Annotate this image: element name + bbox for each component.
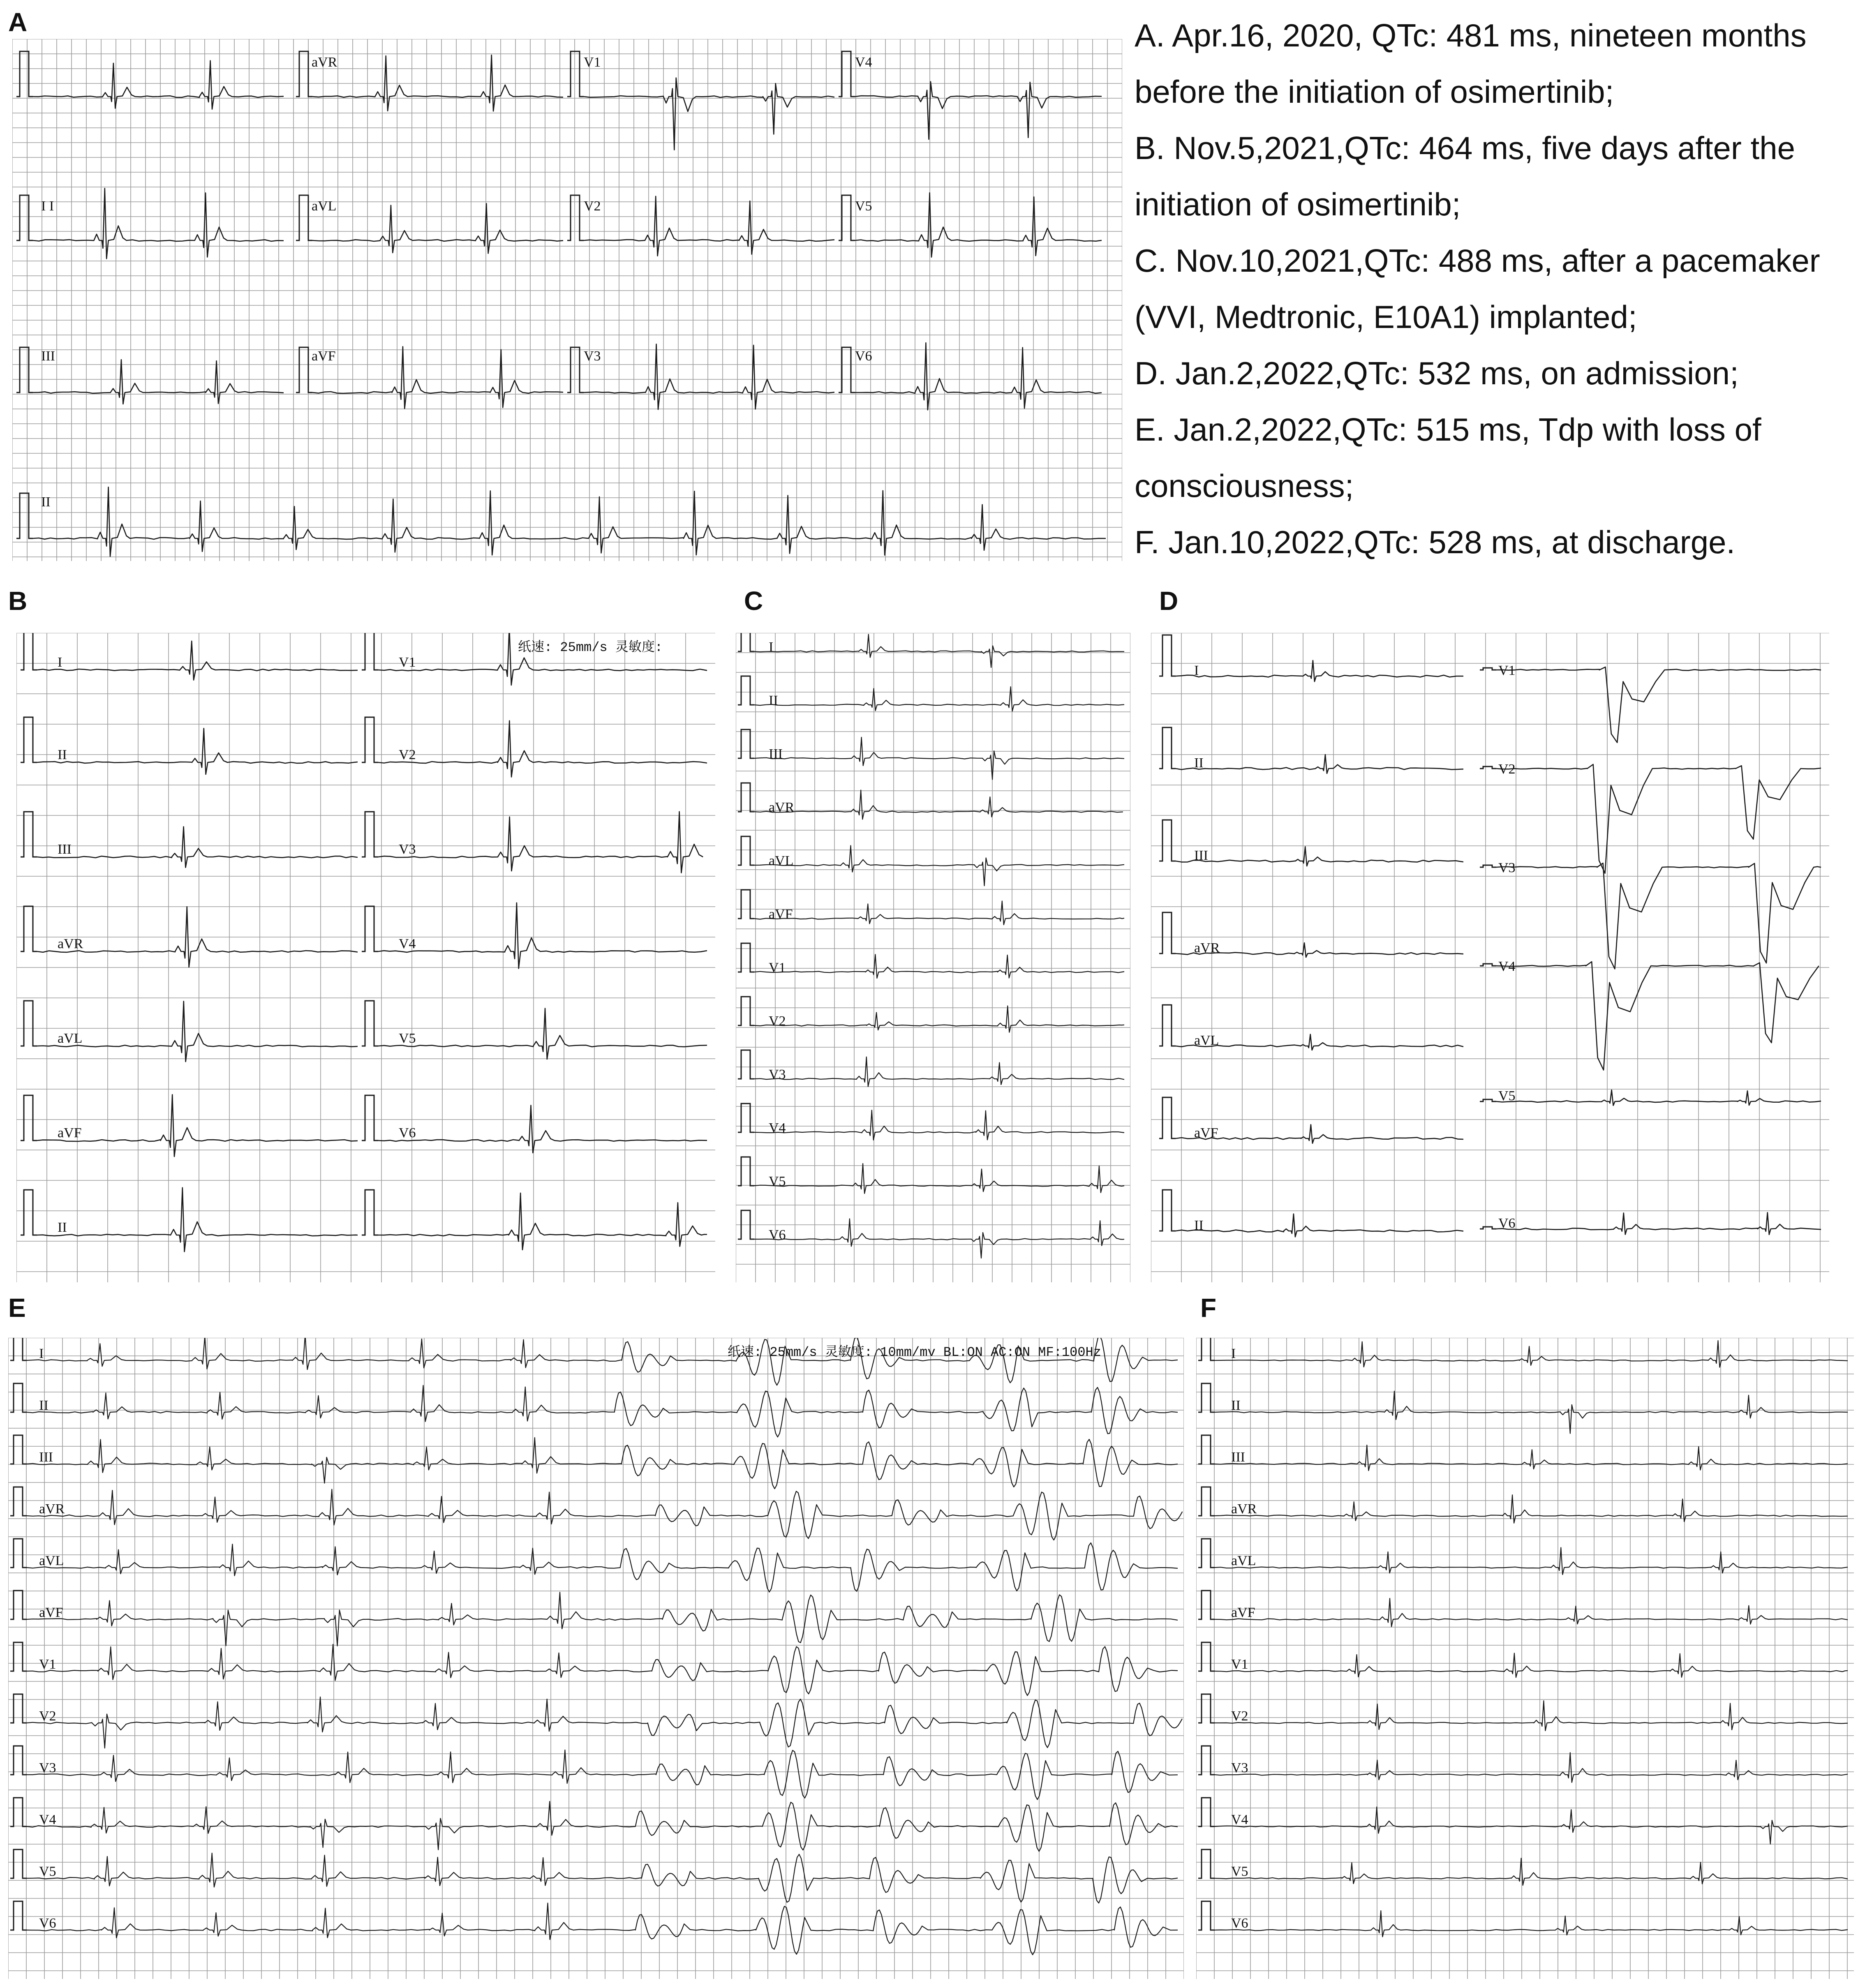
ecg-trace: [1496, 667, 1821, 743]
ecg-trace: [1176, 755, 1463, 773]
caption-line: A. Apr.16, 2020, QTc: 481 ms, nineteen months: [1135, 17, 1807, 53]
ecg-trace: [754, 1219, 1124, 1258]
lead-label: aVR: [1194, 940, 1220, 956]
ecg-trace: [1215, 1341, 1848, 1367]
ecg-trace: [1215, 1653, 1848, 1677]
calibration-pulse: [362, 812, 378, 857]
lead-label: V3: [399, 842, 416, 857]
ecg-trace: [1215, 1752, 1848, 1783]
calibration-pulse: [1480, 865, 1496, 867]
calibration-pulse: [1480, 1227, 1496, 1229]
ecg-trace: [27, 1592, 1178, 1646]
lead-label: V1: [1231, 1657, 1248, 1672]
lead-label: aVF: [1231, 1605, 1255, 1620]
calibration-pulse: [10, 1849, 27, 1878]
panel-label-e: E: [8, 1293, 26, 1323]
calibration-pulse: [362, 1190, 378, 1235]
calibration-pulse: [738, 1050, 754, 1079]
calibration-pulse: [16, 493, 33, 538]
ecg-trace: [27, 1853, 1178, 1903]
ecg-trace: [378, 721, 707, 777]
ecg-trace: [27, 1543, 1178, 1592]
lead-label: V2: [1231, 1709, 1248, 1724]
lead-label: V4: [1498, 959, 1516, 974]
calibration-pulse: [21, 717, 37, 762]
ecg-panel-b: [16, 633, 715, 1282]
lead-label: V5: [855, 199, 872, 214]
lead-label: V5: [399, 1031, 416, 1046]
calibration-pulse: [21, 633, 37, 670]
calibration-pulse: [10, 1435, 27, 1464]
calibration-pulse: [1198, 1746, 1215, 1775]
lead-label: III: [1194, 848, 1208, 863]
lead-label: aVL: [58, 1031, 83, 1046]
caption-line: D. Jan.2,2022,QTc: 532 ms, on admission;: [1135, 355, 1739, 391]
calibration-pulse: [10, 1539, 27, 1568]
ecg-trace: [855, 82, 1102, 139]
ecg-trace: [1215, 1495, 1848, 1523]
lead-label: II: [58, 747, 67, 762]
calibration-pulse: [1159, 820, 1176, 861]
calibration-pulse: [738, 997, 754, 1025]
panel-label-b: B: [8, 586, 28, 616]
calibration-pulse: [738, 1157, 754, 1186]
lead-label: I: [39, 1346, 44, 1361]
ecg-trace: [754, 954, 1124, 978]
ecg-trace: [33, 360, 284, 404]
lead-label: V6: [39, 1916, 56, 1931]
ecg-trace: [378, 1008, 707, 1059]
ecg-trace: [754, 687, 1124, 711]
calibration-pulse: [21, 1190, 37, 1235]
ecg-trace: [1176, 1124, 1463, 1143]
calibration-pulse: [16, 347, 33, 393]
calibration-pulse: [1198, 1338, 1215, 1360]
lead-label: aVR: [58, 936, 83, 951]
lead-label: I: [769, 640, 774, 655]
ecg-trace: [584, 196, 834, 256]
caption-line: B. Nov.5,2021,QTc: 464 ms, five days after the: [1135, 130, 1795, 166]
panel-label-c: C: [744, 586, 763, 616]
ecg-trace: [1496, 860, 1821, 969]
ecg-panel-d: [1151, 633, 1829, 1282]
lead-label: V4: [39, 1812, 56, 1827]
calibration-pulse: [839, 195, 855, 240]
calibration-pulse: [10, 1901, 27, 1930]
calibration-pulse: [296, 347, 312, 393]
ecg-trace: [1215, 1911, 1848, 1937]
ecg-trace: [37, 827, 358, 867]
ecg-trace: [754, 737, 1124, 780]
ecg-traces: [736, 633, 1130, 1282]
calibration-pulse: [362, 906, 378, 951]
caption-line: initiation of osimertinib;: [1135, 186, 1461, 222]
lead-label: I: [58, 655, 62, 670]
ecg-trace: [37, 1094, 358, 1157]
lead-label: III: [769, 746, 783, 762]
calibration-pulse: [1198, 1901, 1215, 1930]
calibration-pulse: [1480, 1099, 1496, 1101]
lead-label: V5: [1231, 1864, 1248, 1879]
calibration-pulse: [1480, 668, 1496, 670]
ecg-trace: [27, 1801, 1178, 1852]
lead-label: III: [1231, 1450, 1245, 1465]
ecg-trace: [754, 790, 1123, 819]
lead-label: V6: [399, 1125, 416, 1141]
ecg-trace: [1215, 1547, 1848, 1575]
calibration-pulse: [16, 51, 33, 97]
calibration-pulse: [1198, 1383, 1215, 1412]
ecg-trace: [1496, 959, 1819, 1070]
lead-label: V2: [584, 199, 601, 214]
calibration-pulse: [21, 1001, 37, 1046]
calibration-pulse: [10, 1487, 27, 1516]
lead-label: aVF: [39, 1605, 63, 1620]
lead-label: V2: [39, 1709, 56, 1724]
calibration-pulse: [1159, 1097, 1176, 1138]
calibration-pulse: [1159, 912, 1176, 954]
ecg-trace: [754, 1006, 1124, 1032]
calibration-pulse: [10, 1694, 27, 1723]
calibration-pulse: [1198, 1849, 1215, 1878]
lead-label: V3: [39, 1760, 56, 1776]
lead-label: V6: [1498, 1216, 1516, 1231]
lead-label: V1: [39, 1657, 56, 1672]
lead-label: II: [1231, 1398, 1241, 1413]
ecg-trace: [754, 634, 1124, 667]
ecg-trace: [1215, 1701, 1848, 1731]
calibration-pulse: [738, 676, 754, 705]
lead-label: V5: [39, 1864, 56, 1879]
panel-label-d: D: [1159, 586, 1179, 616]
lead-label: II: [58, 1220, 67, 1235]
ecg-trace: [27, 1438, 1178, 1489]
ecg-trace: [855, 193, 1102, 257]
caption-line: C. Nov.10,2021,QTc: 488 ms, after a pacemaker: [1135, 242, 1820, 279]
lead-label: III: [41, 349, 55, 364]
lead-label: aVL: [1231, 1553, 1256, 1568]
lead-label: III: [58, 842, 72, 857]
calibration-pulse: [567, 195, 584, 240]
lead-label: aVL: [769, 853, 794, 868]
ecg-trace: [1215, 1598, 1848, 1627]
calibration-pulse: [738, 836, 754, 865]
calibration-pulse: [1480, 964, 1496, 966]
lead-label: III: [39, 1450, 53, 1465]
ecg-trace: [855, 343, 1102, 410]
calibration-pulse: [10, 1338, 27, 1360]
calibration-pulse: [1198, 1435, 1215, 1464]
calibration-pulse: [738, 943, 754, 972]
lead-label: I I: [41, 199, 54, 214]
calibration-pulse: [738, 633, 754, 651]
calibration-pulse: [1198, 1539, 1215, 1568]
lead-label: I: [1194, 663, 1199, 678]
calibration-pulse: [839, 51, 855, 97]
lead-label: aVL: [39, 1553, 64, 1568]
lead-label: V4: [399, 936, 416, 951]
ecg-trace: [312, 346, 563, 409]
calibration-pulse: [16, 195, 33, 240]
ecg-trace: [378, 812, 703, 873]
calibration-pulse: [10, 1746, 27, 1775]
ecg-trace: [584, 344, 834, 409]
lead-label: aVF: [58, 1125, 82, 1141]
ecg-trace: [378, 1105, 707, 1153]
lead-label: II: [1194, 1218, 1204, 1233]
calibration-pulse: [362, 1001, 378, 1046]
calibration-pulse: [1198, 1487, 1215, 1516]
calibration-pulse: [21, 1095, 37, 1141]
lead-label: aVR: [769, 800, 795, 815]
ecg-panel-c: [736, 633, 1130, 1282]
lead-label: II: [1194, 755, 1204, 771]
ecg-traces: [1151, 633, 1829, 1282]
lead-label: V4: [1231, 1812, 1248, 1827]
lead-label: V1: [769, 960, 786, 975]
caption-line: consciousness;: [1135, 468, 1354, 504]
ecg-trace: [27, 1644, 1178, 1696]
calibration-pulse: [567, 347, 584, 393]
ecg-trace: [37, 1001, 358, 1062]
ecg-trace: [1176, 1214, 1463, 1237]
ecg-trace: [27, 1750, 1178, 1800]
ecg-trace: [1215, 1391, 1848, 1434]
ecg-trace: [1215, 1445, 1848, 1471]
lead-label: V2: [1498, 762, 1516, 777]
lead-label: aVR: [1231, 1501, 1257, 1517]
ecg-trace: [378, 1193, 707, 1250]
ecg-trace: [37, 641, 358, 680]
paper-speed-note: 纸速: 25mm/s 灵敏度:: [518, 640, 663, 655]
calibration-pulse: [738, 1104, 754, 1132]
calibration-pulse: [1198, 1798, 1215, 1826]
ecg-trace: [1176, 660, 1463, 681]
caption-line: F. Jan.10,2022,QTc: 528 ms, at discharge.: [1135, 524, 1736, 560]
ecg-trace: [1176, 847, 1463, 866]
lead-label: aVL: [1194, 1033, 1219, 1048]
ecg-trace: [37, 1188, 358, 1252]
lead-label: aVF: [769, 907, 793, 922]
lead-label: II: [41, 494, 51, 510]
ecg-traces: [16, 633, 715, 1282]
lead-label: V4: [855, 55, 872, 70]
lead-label: I: [1231, 1346, 1236, 1361]
calibration-pulse: [10, 1383, 27, 1412]
ecg-trace: [27, 1385, 1178, 1437]
lead-label: V1: [1498, 663, 1516, 678]
ecg-panel-a: [12, 39, 1122, 561]
calibration-pulse: [1198, 1591, 1215, 1619]
ecg-trace: [754, 845, 1124, 886]
ecg-trace: [754, 1057, 1124, 1087]
lead-label: V5: [1498, 1088, 1516, 1104]
calibration-pulse: [296, 51, 312, 97]
lead-label: V6: [855, 349, 872, 364]
ecg-trace: [27, 1489, 1182, 1540]
calibration-pulse: [839, 347, 855, 393]
calibration-pulse: [1480, 767, 1496, 769]
lead-label: V1: [584, 55, 601, 70]
lead-label: V6: [1231, 1916, 1248, 1931]
ecg-trace: [1496, 1090, 1821, 1106]
calibration-pulse: [362, 717, 378, 762]
lead-label: V1: [399, 655, 416, 670]
calibration-pulse: [10, 1798, 27, 1826]
panel-label-f: F: [1200, 1293, 1217, 1323]
ecg-trace: [37, 728, 358, 774]
ecg-trace: [1496, 764, 1821, 873]
ecg-trace: [1215, 1807, 1848, 1844]
calibration-pulse: [21, 812, 37, 857]
lead-label: aVR: [312, 55, 337, 70]
calibration-pulse: [567, 51, 584, 97]
ecg-traces: [8, 1338, 1184, 1979]
ecg-trace: [1496, 1212, 1821, 1235]
ecg-trace: [378, 903, 707, 969]
calibration-pulse: [1198, 1694, 1215, 1723]
calibration-pulse: [738, 783, 754, 812]
lead-label: V4: [769, 1120, 786, 1136]
ecg-trace: [33, 188, 284, 259]
caption-line: (VVI, Medtronic, E10A1) implanted;: [1135, 299, 1637, 335]
device-settings-note: 纸速: 25mm/s 灵敏度: 10mm/mv BL:ON AC:ON MF:100Hz: [728, 1345, 1101, 1360]
ecg-traces: [1196, 1338, 1854, 1979]
ecg-trace: [1215, 1858, 1848, 1885]
lead-label: aVL: [312, 199, 337, 214]
lead-label: aVF: [312, 349, 336, 364]
ecg-trace: [312, 203, 563, 253]
lead-label: II: [39, 1398, 49, 1413]
caption-line: before the initiation of osimertinib;: [1135, 74, 1614, 110]
ecg-trace: [754, 1164, 1124, 1194]
caption-line: E. Jan.2,2022,QTc: 515 ms, Tdp with loss of: [1135, 411, 1761, 448]
calibration-pulse: [1159, 727, 1176, 769]
ecg-traces: [12, 39, 1122, 561]
calibration-pulse: [10, 1642, 27, 1671]
lead-label: V6: [769, 1227, 786, 1242]
calibration-pulse: [738, 890, 754, 919]
calibration-pulse: [21, 906, 37, 951]
figure-caption-list: [1135, 7, 1850, 570]
lead-label: V2: [399, 747, 416, 762]
calibration-pulse: [362, 1095, 378, 1141]
ecg-trace: [584, 78, 834, 150]
calibration-pulse: [10, 1591, 27, 1619]
ecg-trace: [312, 55, 563, 111]
lead-label: V3: [1231, 1760, 1248, 1776]
lead-label: V5: [769, 1174, 786, 1189]
calibration-pulse: [296, 195, 312, 240]
ecg-trace: [27, 1903, 1178, 1955]
calibration-pulse: [1159, 1190, 1176, 1231]
ecg-panel-e: [8, 1338, 1184, 1979]
panel-label-a: A: [8, 7, 28, 37]
ecg-trace: [754, 901, 1124, 925]
lead-label: V2: [769, 1014, 786, 1029]
lead-label: aVF: [1194, 1125, 1218, 1141]
ecg-trace: [27, 1697, 1182, 1748]
calibration-pulse: [738, 730, 754, 758]
calibration-pulse: [1159, 635, 1176, 676]
lead-label: aVR: [39, 1501, 65, 1517]
calibration-pulse: [362, 633, 378, 670]
calibration-pulse: [1159, 1005, 1176, 1046]
lead-label: V3: [769, 1067, 786, 1082]
calibration-pulse: [738, 1210, 754, 1239]
ecg-trace: [33, 487, 1106, 556]
calibration-pulse: [1198, 1642, 1215, 1671]
lead-label: V3: [584, 349, 601, 364]
ecg-trace: [37, 907, 358, 967]
ecg-trace: [754, 1110, 1124, 1140]
ecg-trace: [33, 61, 284, 109]
lead-label: II: [769, 693, 778, 708]
lead-label: V3: [1498, 860, 1516, 875]
ecg-panel-f: [1196, 1338, 1854, 1979]
